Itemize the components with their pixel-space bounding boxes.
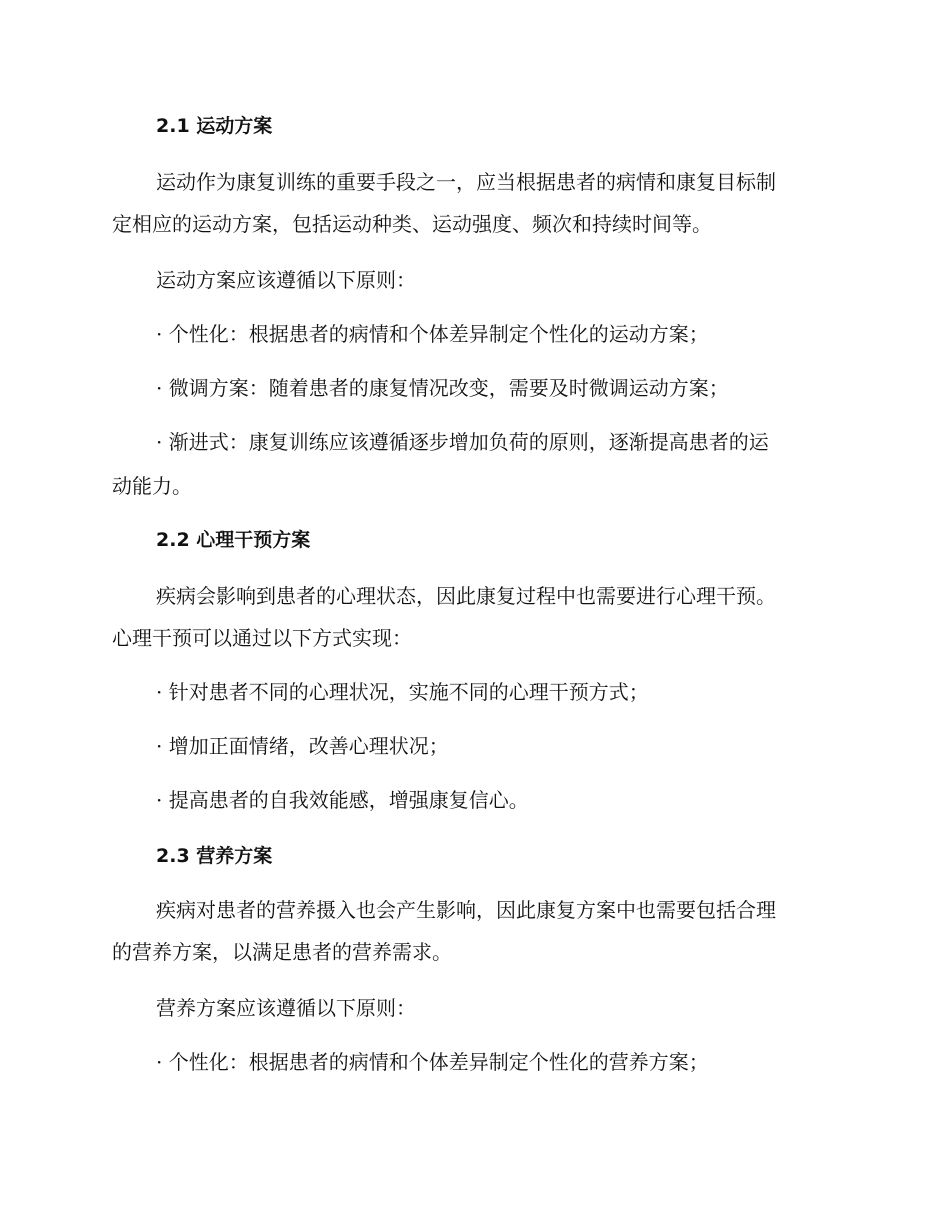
- bullet-item: · 针对患者不同的心理状况，实施不同的心理干预方式；: [156, 680, 649, 704]
- paragraph-line: 心理干预可以通过以下方式实现：: [112, 626, 412, 650]
- paragraph-line: 运动方案应该遵循以下原则：: [156, 268, 416, 292]
- section-heading: 2.3 营养方案: [156, 845, 273, 867]
- bullet-item: · 渐进式：康复训练应该遵循逐步增加负荷的原则，逐渐提高患者的运: [156, 430, 769, 454]
- paragraph-line: 疾病会影响到患者的心理状态，因此康复过程中也需要进行心理干预。: [156, 584, 776, 608]
- paragraph-line: 定相应的运动方案，包括运动种类、运动强度、频次和持续时间等。: [112, 212, 712, 236]
- section-heading: 2.2 心理干预方案: [156, 529, 311, 551]
- bullet-item: · 个性化：根据患者的病情和个体差异制定个性化的运动方案；: [156, 322, 709, 346]
- bullet-item: · 微调方案：随着患者的康复情况改变，需要及时微调运动方案；: [156, 376, 729, 400]
- bullet-item: · 提高患者的自我效能感，增强康复信心。: [156, 788, 529, 812]
- paragraph-line: 的营养方案，以满足患者的营养需求。: [112, 940, 452, 964]
- section-heading: 2.1 运动方案: [156, 115, 273, 137]
- bullet-item: · 增加正面情绪，改善心理状况；: [156, 734, 449, 758]
- bullet-item-continuation: 动能力。: [112, 474, 192, 498]
- paragraph-line: 疾病对患者的营养摄入也会产生影响，因此康复方案中也需要包括合理: [156, 898, 776, 922]
- bullet-item: · 个性化：根据患者的病情和个体差异制定个性化的营养方案；: [156, 1050, 709, 1074]
- paragraph-line: 营养方案应该遵循以下原则：: [156, 996, 416, 1020]
- paragraph-line: 运动作为康复训练的重要手段之一，应当根据患者的病情和康复目标制: [156, 170, 776, 194]
